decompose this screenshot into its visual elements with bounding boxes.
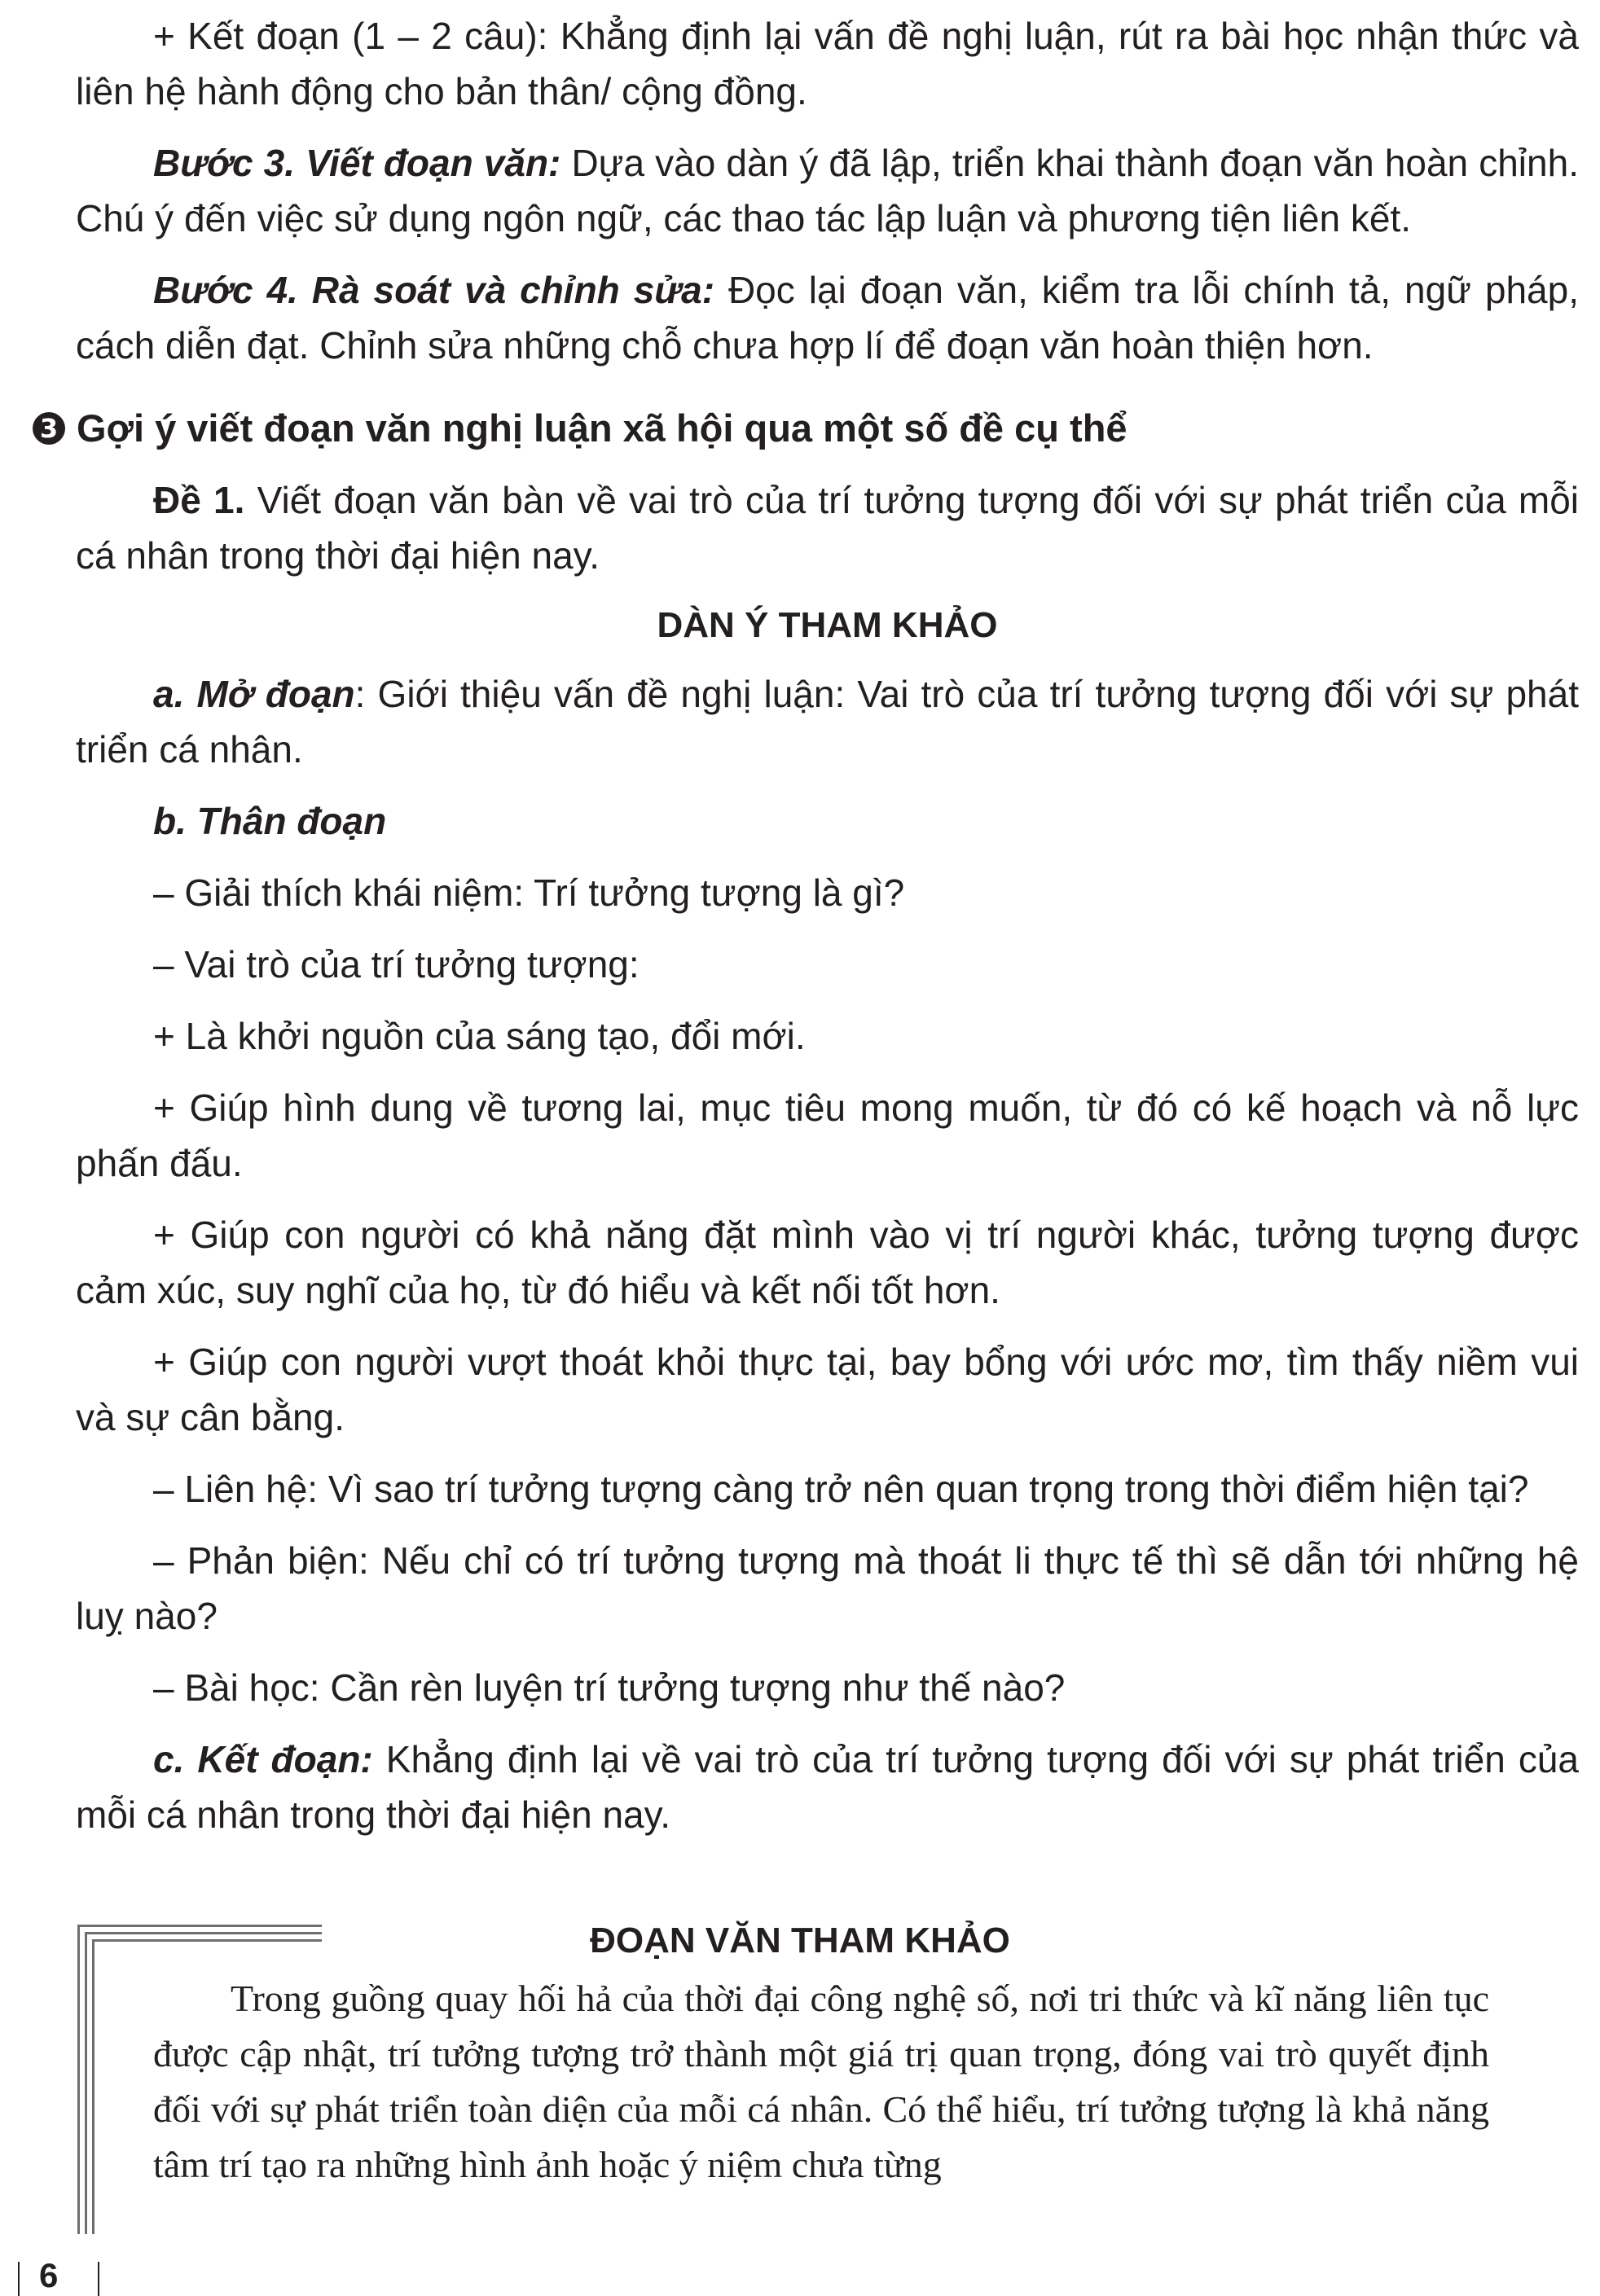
outline-item: – Liên hệ: Vì sao trí tưởng tượng càng trở nên quan trọng trong thời điểm hiện tại? [153,1468,1529,1510]
step-4-label: Bước 4. Rà soát và chỉnh sửa: [153,269,715,311]
exercise-prompt [76,472,1579,583]
page-number: 6 [39,2256,59,2294]
outline-body-label [76,793,1579,849]
page-number-bar-left [18,2262,20,2296]
exercise-label: Đề 1. [153,479,245,521]
page-content [76,0,1579,373]
outline-closing [76,1732,1579,1842]
outline-closing-text: Khẳng định lại về vai trò của trí tưởng tượng đối với sự phát triển của mỗi cá nhân trong thời đại hiện nay. [76,1738,1580,1836]
step-4-text: Đọc lại đoạn văn, kiểm tra lỗi chính tả, ngữ pháp, cách diễn đạt. Chỉnh sửa những chỗ chưa hợp lí để đoạn văn hoàn thiện hơn. [76,269,1579,367]
outline-opening [76,666,1579,777]
step-3-label: Bước 3. Viết đoạn văn: [153,142,561,184]
reference-paragraph [153,1971,1489,2193]
section-title: Gợi ý viết đoạn văn nghị luận xã hội qua một số đề cụ thể [77,406,1127,450]
outline-opening-label: a. Mở đoạn [153,673,355,715]
reference-text: Trong guồng quay hối hả của thời đại công nghệ số, nơi tri thức và kĩ năng liên tục được cập nhật, trí tưởng tượng trở thành một giá trị quan trọng, đóng vai trò quyết định đối với sự phát triển toàn diện của mỗi cá nhân. Có thể hiểu, trí tưởng tượng là khả năng tâm trí tạo ra những hình ảnh hoặc ý niệm chưa từng [153,1978,1489,2185]
page-number-bar-right [98,2262,99,2296]
outline-item: – Phản biện: Nếu chỉ có trí tưởng tượng mà thoát li thực tế thì sẽ dẫn tới những hệ luỵ nào? [76,1539,1579,1637]
outline-item: + Giúp hình dung về tương lai, mục tiêu mong muốn, từ đó có kế hoạch và nỗ lực phấn đấu. [76,1087,1579,1184]
outline-body-label-text: b. Thân đoạn [153,800,387,842]
outline-closing-label: c. Kết đoạn: [153,1738,373,1780]
exercise-text: Viết đoạn văn bàn về vai trò của trí tưởng tượng đối với sự phát triển của mỗi cá nhân trong thời đại hiện nay. [76,479,1580,577]
outline-item: – Giải thích khái niệm: Trí tưởng tượng là gì? [153,871,905,914]
step-3-paragraph [76,135,1579,246]
outline-item: – Vai trò của trí tưởng tượng: [153,943,640,986]
outline-item: – Bài học: Cần rèn luyện trí tưởng tượng như thế nào? [153,1666,1066,1709]
outline-item: + Giúp con người vượt thoát khỏi thực tại, bay bổng với ước mơ, tìm thấy niềm vui và sự cân bằng. [76,1341,1579,1438]
outline-item: + Là khởi nguồn của sáng tạo, đổi mới. [153,1015,806,1057]
conclusion-guideline: + Kết đoạn (1 – 2 câu): Khẳng định lại vấn đề nghị luận, rút ra bài học nhận thức và liên hệ hành động cho bản thân/ cộng đồng. [76,15,1579,112]
outline-title: DÀN Ý THAM KHẢO [657,605,998,645]
section-heading [33,406,1127,450]
outline-item: + Giúp con người có khả năng đặt mình vào vị trí người khác, tưởng tượng được cảm xúc, suy nghĩ của họ, từ đó hiểu và kết nối tốt hơn. [76,1214,1579,1311]
step-3-text: Dựa vào dàn ý đã lập, triển khai thành đoạn văn hoàn chỉnh. Chú ý đến việc sử dụng ngôn ngữ, các thao tác lập luận và phương tiện liên kết. [76,142,1579,239]
section-number-badge: 3 [33,412,65,445]
step-4-paragraph [76,262,1579,373]
outline-opening-text: : Giới thiệu vấn đề nghị luận: Vai trò của trí tưởng tượng đối với sự phát triển cá nhân. [76,673,1579,770]
reference-title: ĐOẠN VĂN THAM KHẢO [590,1921,1010,1960]
exercise-block [76,472,1579,1842]
